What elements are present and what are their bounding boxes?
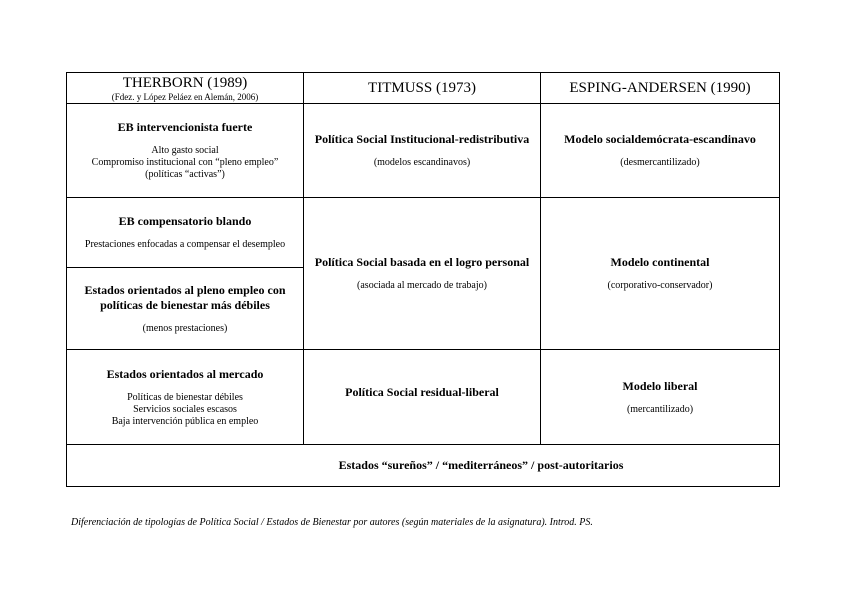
therborn-r3-line: (menos prestaciones) — [142, 322, 228, 334]
titmuss-r2-title: Política Social basada en el logro personal — [314, 255, 530, 269]
therborn-r4-line: Políticas de bienestar débiles — [127, 391, 243, 403]
therborn-subtitle: (Fdez. y López Peláez en Alemán, 2006) — [111, 92, 259, 102]
titmuss-r2-sub: (asociada al mercado de trabajo) — [357, 280, 487, 291]
therborn-header — [67, 73, 304, 104]
table-row — [67, 104, 780, 198]
table-row — [67, 198, 780, 268]
titmuss-r3-title: Política Social residual-liberal — [345, 384, 499, 399]
therborn-cell-3 — [67, 268, 304, 350]
titmuss-cell-3 — [304, 350, 541, 445]
table-row — [67, 350, 780, 445]
therborn-r4-line: Servicios sociales escasos — [133, 403, 237, 415]
esping-title: ESPING-ANDERSEN (1990) — [569, 80, 751, 96]
therborn-r4-line: Baja intervención pública en empleo — [111, 415, 259, 427]
therborn-r1-line: Compromiso institucional con “pleno empleo” — [91, 157, 279, 168]
therborn-r1-title: EB intervencionista fuerte — [117, 120, 253, 134]
titmuss-r1-title: Política Social Institucional-redistributiva — [314, 132, 530, 146]
therborn-r3-title: Estados orientados al pleno empleo con — [84, 282, 286, 297]
therborn-cell-4 — [67, 350, 304, 445]
therborn-r2-line: Prestaciones enfocadas a compensar el desempleo — [84, 239, 286, 250]
esping-r3-title: Modelo liberal — [622, 378, 698, 393]
esping-r2-sub: (corporativo-conservador) — [607, 280, 713, 291]
therborn-r1-line: (políticas “activas”) — [145, 169, 225, 180]
therborn-title: THERBORN (1989) — [122, 75, 248, 91]
esping-r1-title: Modelo socialdemócrata-escandinavo — [564, 132, 756, 146]
footer-cell — [67, 445, 780, 487]
titmuss-cell-2 — [304, 198, 541, 350]
esping-r3-sub: (mercantilizado) — [626, 403, 694, 415]
titmuss-r1-sub: (modelos escandinavos) — [373, 157, 471, 168]
typologies-table — [66, 72, 780, 487]
header-row — [67, 73, 780, 104]
esping-cell-2 — [541, 198, 780, 350]
caption: Diferenciación de tipologías de Política Social / Estados de Bienestar por autores (según materiales de la asignatura). Introd. PS. — [71, 517, 593, 528]
esping-header — [541, 73, 780, 104]
therborn-r3-title: políticas de bienestar más débiles — [100, 297, 270, 312]
therborn-cell-2 — [67, 198, 304, 268]
esping-r1-sub: (desmercantilizado) — [620, 157, 700, 168]
therborn-cell-1 — [67, 104, 304, 198]
footer-text: Estados “sureños” / “mediterráneos” / post-autoritarios — [338, 458, 624, 472]
titmuss-title: TITMUSS (1973) — [368, 80, 476, 96]
therborn-r1-line: Alto gasto social — [151, 145, 219, 156]
esping-r2-title: Modelo continental — [610, 255, 710, 269]
therborn-r2-title: EB compensatorio blando — [118, 214, 252, 228]
footer-row — [67, 445, 780, 487]
therborn-r4-title: Estados orientados al mercado — [106, 366, 264, 381]
titmuss-header — [304, 73, 541, 104]
esping-cell-1 — [541, 104, 780, 198]
titmuss-cell-1 — [304, 104, 541, 198]
esping-cell-3 — [541, 350, 780, 445]
